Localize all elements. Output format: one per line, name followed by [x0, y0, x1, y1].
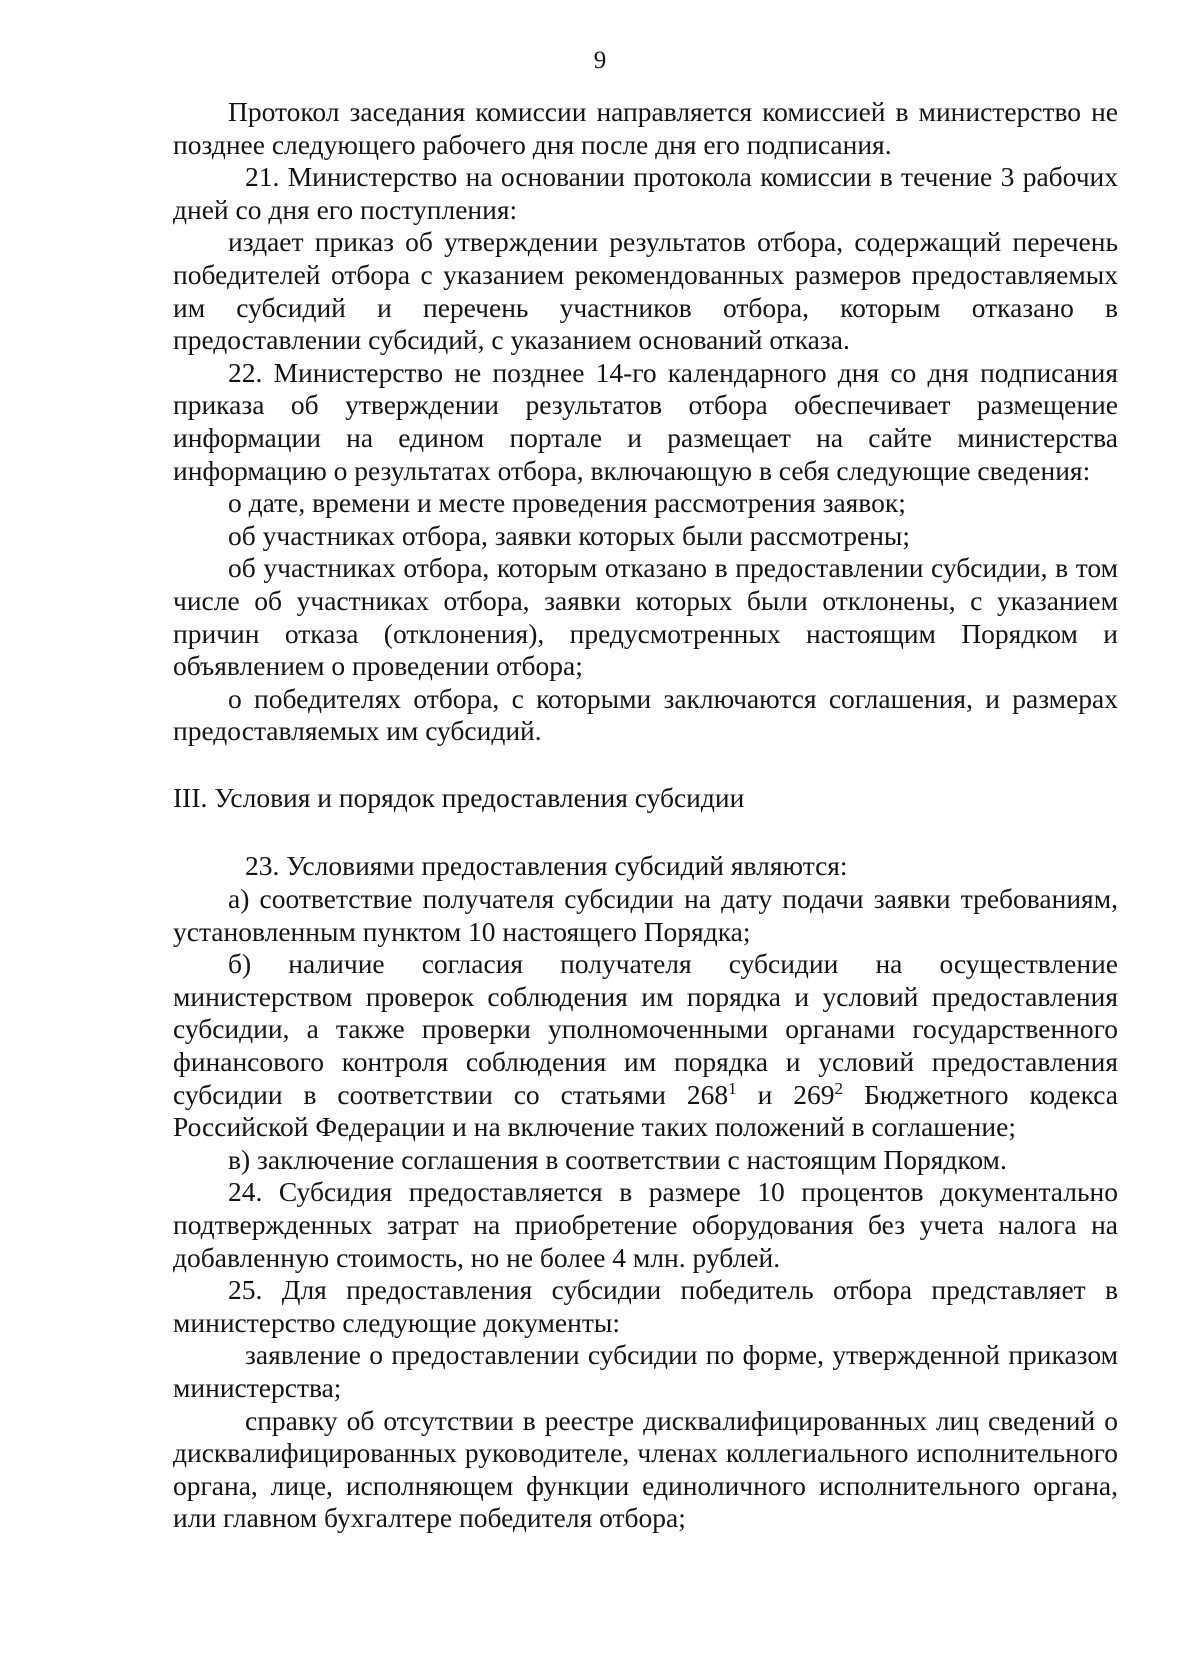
paragraph-24: 24. Субсидия предоставляется в размере 10 процентов документально подтвержденных затрат на приобретение оборудования без учета налога на добавленную стоимость, но не более 4 млн. рублей. — [173, 1176, 1118, 1273]
paragraph-22-item-participants: об участниках отбора, заявки которых были рассмотрены; — [228, 519, 911, 551]
superscript-2: 2 — [834, 1079, 844, 1099]
paragraph-22: 22. Министерство не позднее 14-го календарного дня со дня подписания приказа об утверждении результатов отбора обеспечивает размещение информации на едином портале и размещает на сайте министерства информацию о результатах отбора, включающую в себя следующие сведения: — [173, 356, 1118, 486]
paragraph-23-c: в) заключение соглашения в соответствии с настоящим Порядком. — [228, 1143, 1007, 1175]
paragraph-21: 21. Министерство на основании протокола комиссии в течение 3 рабочих дней со дня его поступления: — [173, 161, 1118, 225]
paragraph-25: 25. Для предоставления субсидии победитель отбора представляет в министерство следующие документы: — [173, 1274, 1118, 1338]
paragraph-23: 23. Условиями предоставления субсидий являются: — [245, 850, 848, 882]
paragraph-23-b — [173, 948, 1118, 1144]
page-number: 9 — [593, 47, 607, 74]
paragraph-23-b-text-3: Бюджетного кодекса Российской Федерации и на включение таких положений в соглашение; — [173, 1078, 1119, 1143]
paragraph-23-b-text-2: и 269 — [736, 1078, 835, 1110]
document-body — [173, 96, 1118, 1535]
paragraph-22-item-winners: о победителях отбора, с которыми заключаются соглашения, и размерах предоставляемых им субсидий. — [173, 682, 1118, 747]
paragraph-25-item-certificate: справку об отсутствии в реестре дисквалифицированных лиц сведений о дисквалифицированных руководителе, членах коллегиального исполнительного органа, лице, исполняющем функции единоличного исполнительного органа, или главном бухгалтере победителя отбора; — [173, 1404, 1118, 1534]
paragraph-protocol: Протокол заседания комиссии направляется комиссией в министерство не позднее следующего рабочего дня после дня его подписания. — [173, 96, 1118, 160]
paragraph-23-b-text-1: б) наличие согласия получателя субсидии на осуществление министерством проверок соблюдения им порядка и условий предоставления субсидии, а также проверки уполномоченными органами государственного финансового контроля соблюдения им порядка и условий предоставления субсидии в соответствии со статьями 268 — [173, 948, 1118, 1110]
paragraph-22-item-refused: об участниках отбора, которым отказано в предоставлении субсидии, в том числе об участниках отбора, заявки которых были отклонены, с указанием причин отказа (отклонения), предусмотренных настоящим Порядком и объявлением о проведении отбора; — [173, 552, 1118, 682]
section-heading: III. Условия и порядок предоставления субсидии — [173, 781, 745, 813]
paragraph-25-item-application: заявление о предоставлении субсидии по форме, утвержденной приказом министерства; — [173, 1339, 1118, 1403]
paragraph-21-order: издает приказ об утверждении результатов отбора, содержащий перечень победителей отбора с указанием рекомендованных размеров предоставляемых им субсидий и перечень участников отбора, которым отказано в предоставлении субсидий, с указанием оснований отказа. — [173, 226, 1118, 356]
paragraph-22-item-date: о дате, времени и месте проведения рассмотрения заявок; — [228, 487, 906, 519]
paragraph-23-a: а) соответствие получателя субсидии на дату подачи заявки требованиям, установленным пунктом 10 настоящего Порядка; — [173, 883, 1118, 947]
superscript-1: 1 — [728, 1079, 737, 1099]
